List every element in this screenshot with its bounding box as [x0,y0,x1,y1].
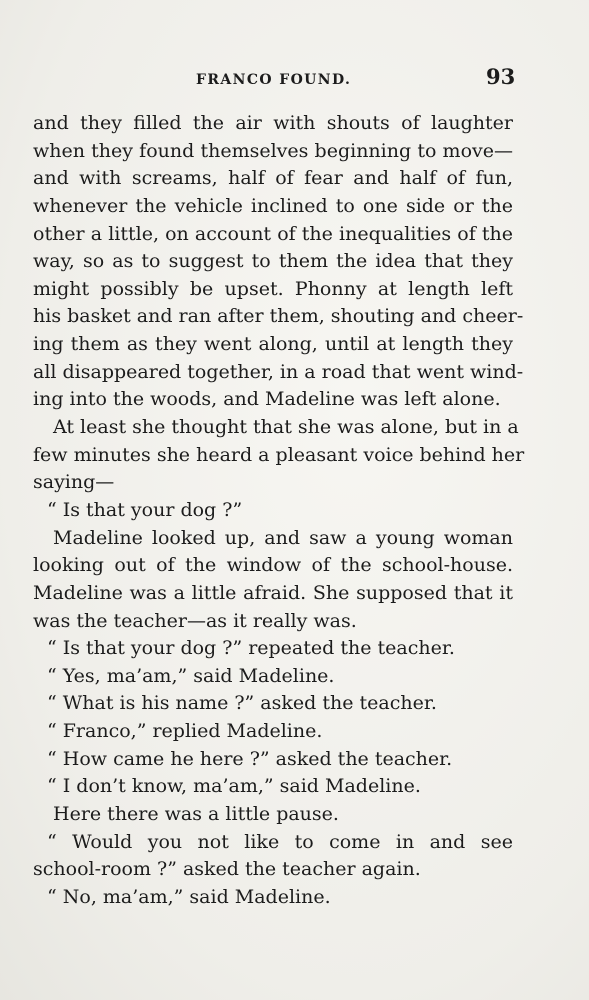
page-header [0,64,589,94]
text-line: his basket and ran after them, shouting and cheer- [33,305,524,328]
text-line: “ Is that your dog ?” [47,498,243,521]
text-line: and with screams, half of fear and half of fun, [33,167,513,190]
body-text [33,110,525,912]
text-line: all disappeared together, in a road that went wind- [33,360,524,383]
text-line: other a little, on account of the inequalities of the [33,222,513,245]
text-line: was the teacher—as it really was. [33,609,357,632]
text-line: way, so as to suggest to them the idea that they [33,250,513,273]
text-line: ing into the woods, and Madeline was left alone. [33,388,501,411]
text-line: “ Franco,” replied Madeline. [47,720,323,743]
text-line: Madeline was a little afraid. She supposed that it [33,581,513,604]
text-line: ing them as they went along, until at length they [33,333,513,356]
text-line: whenever the vehicle inclined to one side or the [33,194,513,217]
text-line: few minutes she heard a pleasant voice behind her [33,443,525,466]
text-line: At least she thought that she was alone, but in a [53,416,519,439]
text-line: “ No, ma’am,” said Madeline. [47,885,331,908]
text-line: “ How came he here ?” asked the teacher. [47,747,453,770]
text-line: Here there was a little pause. [53,803,339,826]
text-line: when they found themselves beginning to move— [33,139,513,162]
text-line: “ I don’t know, ma’am,” said Madeline. [47,775,421,798]
text-line: “ What is his name ?” asked the teacher. [47,692,437,715]
text-line: school-room ?” asked the teacher again. [33,858,421,881]
text-line: might possibly be upset. Phonny at length left [33,277,513,300]
text-line: Madeline looked up, and saw a young woman [53,526,513,549]
text-line: and they filled the air with shouts of laughter [33,112,513,134]
text-line: “ Is that your dog ?” repeated the teacher. [47,637,455,660]
text-line: “ Would you not like to come in and see [47,830,513,853]
running-title: FRANCO FOUND. [196,72,352,88]
text-line: “ Yes, ma’am,” said Madeline. [47,664,335,687]
page-number: 93 [486,64,516,89]
text-line: saying— [33,471,115,494]
text-line: looking out of the window of the school-house. [33,554,513,577]
